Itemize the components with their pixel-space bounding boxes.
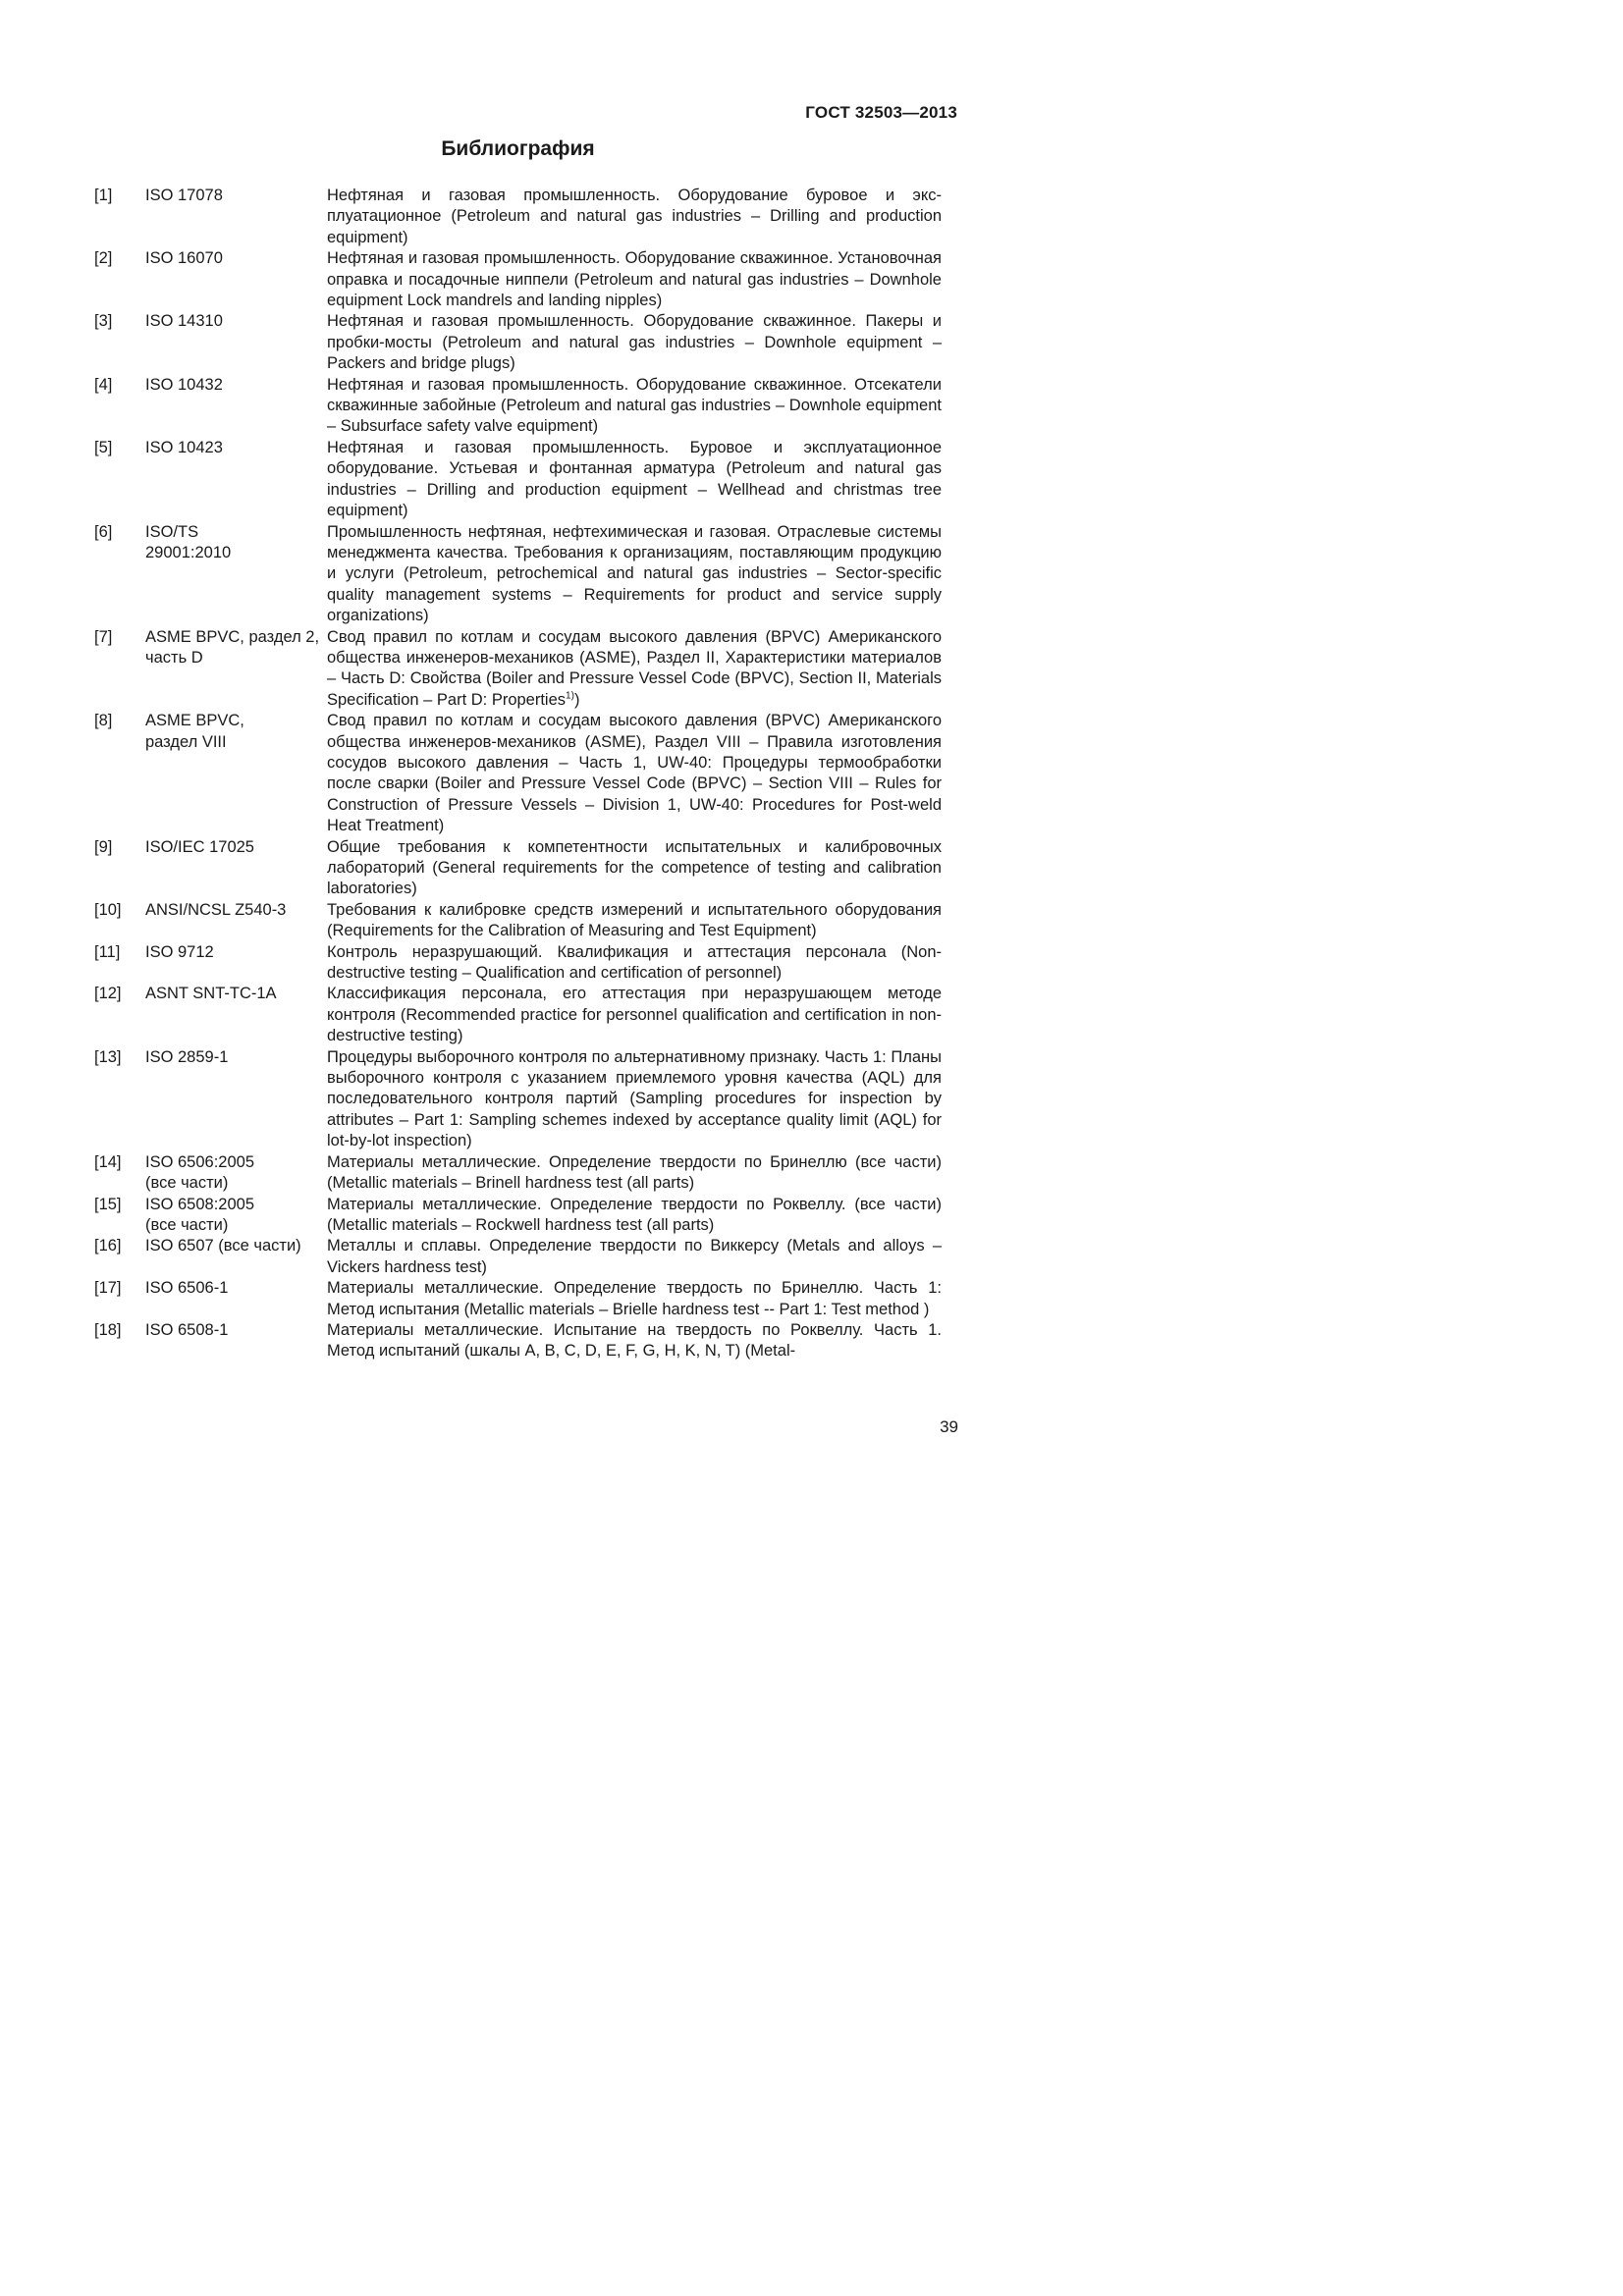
reference-description: Классификация персонала, его аттестация при неразрушающем методе контроля (Recommended practice for personnel qualification and certification in non-destructive testing) <box>327 985 942 1045</box>
reference-description: Нефтяная и газовая промышленность. Оборудование скважинное. Отсекатели скважинные забойные (Petroleum and natural gas industries – Downhole equipment – Subsurface safety valve equipment) <box>327 375 942 436</box>
reference-number: [7] <box>94 627 113 646</box>
reference-number: [11] <box>94 942 121 961</box>
reference-number: [2] <box>94 249 113 268</box>
reference-code: ISO 6506-1 <box>145 1279 229 1298</box>
reference-code: ISO 10423 <box>145 438 223 456</box>
reference-description <box>327 627 942 712</box>
reference-item <box>94 375 942 438</box>
reference-code: ASME BPVC, раздел 2, часть D <box>145 627 320 667</box>
reference-description-tail: ) <box>573 690 580 709</box>
reference-item <box>94 1320 942 1362</box>
reference-number: [14] <box>94 1152 122 1171</box>
reference-item <box>94 942 942 985</box>
reference-number: [17] <box>94 1279 122 1298</box>
reference-item <box>94 1195 942 1237</box>
reference-code: ISO/IEC 17025 <box>145 837 254 856</box>
reference-code: ASME BPVC, раздел VIII <box>145 712 244 751</box>
reference-description: Материалы металлические. Определение твердости по Роквеллу. (все части) (Metallic materials – Rockwell hardness test (all parts) <box>327 1195 942 1234</box>
reference-item <box>94 627 942 712</box>
reference-item <box>94 837 942 900</box>
reference-number: [8] <box>94 712 113 730</box>
reference-code: ANSI/NCSL Z540-3 <box>145 900 287 919</box>
reference-item <box>94 522 942 627</box>
reference-item <box>94 1236 942 1278</box>
reference-description: Материалы металлические. Определение твердости по Бринеллю (все части) (Metallic materials – Brinell hardness test (all parts) <box>327 1152 942 1193</box>
reference-code: ASNT SNT-TC-1A <box>145 985 277 1003</box>
reference-description: Промышленность нефтяная, нефтехимическая и газовая. Отраслевые системы менеджмента качества. Требования к организациям, поставляющим продукцию и услуги (Petroleum, petrochemical and natural gas industries – Sector-specific quality management systems – Requirements for product and service supply organizations) <box>327 522 942 625</box>
reference-item <box>94 984 942 1046</box>
reference-description: Материалы металлические. Определение твердость по Бринеллю. Часть 1: Метод испытания (Metallic materials – Brielle hardness test -- Part 1: Test method ) <box>327 1279 942 1318</box>
reference-number: [6] <box>94 522 113 541</box>
reference-item <box>94 900 942 942</box>
reference-description: Нефтяная и газовая промышленность. Оборудование скважинное. Установочная оправка и посадочные ниппели (Petroleum and natural gas industries – Downhole equipment Lock mandrels and landing nipples) <box>327 249 942 310</box>
reference-item <box>94 1047 942 1152</box>
reference-description: Нефтяная и газовая промышленность. Оборудование буровое и эксплуатационное (Petroleum and natural gas industries – Drilling and production equipment) <box>327 187 942 246</box>
reference-description: Металлы и сплавы. Определение твердости по Виккерсу (Metals and alloys – Vickers hardness test) <box>327 1237 942 1276</box>
reference-code: ISO 9712 <box>145 942 214 961</box>
reference-description: Свод правил по котлам и сосудам высокого давления (BPVC) Американского общества инженеров-механиков (ASME), Раздел VIII – Правила изготовления сосудов высокого давления – Часть 1, UW-40: Процедуры термообработки после сварки (Boiler and Pressure Vessel Code (BPVC) – Section VIII – Rules for Construction of Pressure Vessels – Division 1, UW-40: Procedures for Post-weld Heat Treatment) <box>327 712 942 835</box>
reference-code: ISO 10432 <box>145 375 223 394</box>
reference-description: Процедуры выборочного контроля по альтернативному признаку. Часть 1: Планы выборочного контроля с указанием приемлемого уровня качества (AQL) для последовательного контроля партий (Sampling procedures for inspection by attributes – Part 1: Sampling schemes indexed by acceptance quality limit (AQL) for lot-by-lot inspection) <box>327 1047 942 1150</box>
reference-code: ISO/TS 29001:2010 <box>145 522 232 561</box>
reference-description: Нефтяная и газовая промышленность. Оборудование скважинное. Пакеры и пробки-мосты (Petroleum and natural gas industries – Downhole equipment – Packers and bridge plugs) <box>327 312 942 373</box>
reference-description: Нефтяная и газовая промышленность. Буровое и эксплуатационное оборудование. Устьевая и фонтанная арматура (Petroleum and natural gas industries – Drilling and production equipment – Wellhead and christmas tree equipment) <box>327 438 942 520</box>
reference-number: [3] <box>94 312 113 331</box>
reference-number: [12] <box>94 985 122 1003</box>
reference-item <box>94 1278 942 1320</box>
reference-code: ISO 6508-1 <box>145 1320 229 1339</box>
reference-code: ISO 17078 <box>145 187 223 204</box>
footnote-marker: 1) <box>566 690 574 702</box>
reference-description: Контроль неразрушающий. Квалификация и аттестация персонала (Non-destructive testing – Qualification and certification of personnel) <box>327 942 942 983</box>
document-id: ГОСТ 32503—2013 <box>805 103 957 122</box>
reference-item <box>94 248 942 311</box>
reference-item <box>94 311 942 374</box>
reference-number: [18] <box>94 1320 122 1339</box>
reference-number: [9] <box>94 837 113 856</box>
page-number: 39 <box>940 1417 958 1436</box>
reference-number: [5] <box>94 438 113 456</box>
reference-item <box>94 186 942 248</box>
reference-item <box>94 438 942 522</box>
bibliography-list <box>94 186 942 1362</box>
reference-description: Материалы металлические. Испытание на твердость по Роквеллу. Часть 1. Метод испытаний (шкалы A, B, C, D, E, F, G, H, K, N, T) (Metal- <box>327 1320 942 1361</box>
reference-number: [4] <box>94 375 113 394</box>
reference-number: [15] <box>94 1195 122 1213</box>
reference-description: Требования к калибровке средств измерений и испытательного оборудования (Requirements for the Calibration of Measuring and Test Equipment) <box>327 900 942 940</box>
reference-code: ISO 6506:2005 (все части) <box>145 1152 255 1193</box>
reference-code: ISO 6507 (все части) <box>145 1237 301 1255</box>
reference-code: ISO 2859-1 <box>145 1047 229 1066</box>
reference-number: [1] <box>94 187 113 204</box>
reference-code: ISO 14310 <box>145 312 223 331</box>
reference-number: [10] <box>94 900 122 919</box>
reference-code: ISO 16070 <box>145 249 223 268</box>
reference-item <box>94 1152 942 1195</box>
reference-code: ISO 6508:2005 (все части) <box>145 1195 255 1234</box>
page-title: Библиография <box>441 137 595 160</box>
reference-description: Общие требования к компетентности испытательных и калибровочных лабораторий (General requirements for the competence of testing and calibration laboratories) <box>327 837 942 898</box>
reference-number: [13] <box>94 1047 122 1066</box>
reference-item <box>94 711 942 836</box>
reference-number: [16] <box>94 1237 122 1255</box>
reference-description-text: Свод правил по котлам и сосудам высокого давления (BPVC) Американского общества инженеров-механиков (ASME), Раздел II, Характеристики материалов – Часть D: Свойства (Boiler and Pressure Vessel Code (BPVC), Section II, Materials Specification – Part D: Properties <box>327 627 942 709</box>
